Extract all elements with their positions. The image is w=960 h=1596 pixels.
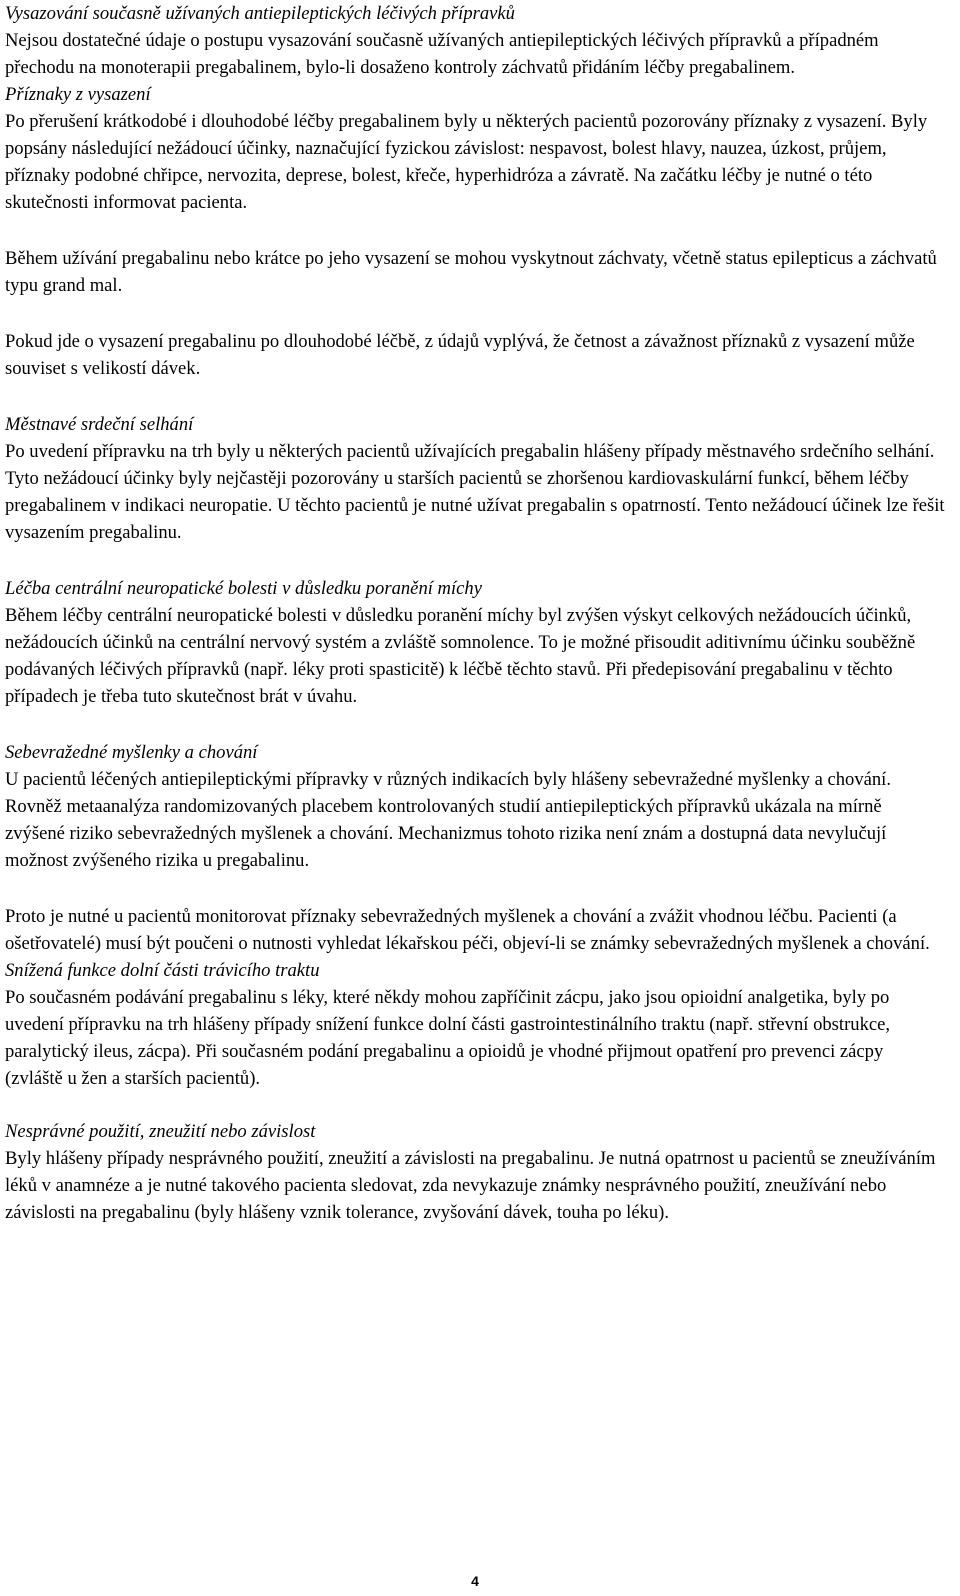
paragraph: Proto je nutné u pacientů monitorovat příznaky sebevražedných myšlenek a chování a zvážit vhodnou léčbu. Pacienti (a ošetřovatelé) musí být poučeni o nutnosti vyhledat lékařskou péči, objeví-li se známky sebevražedných myšlenek a chování. — [5, 906, 930, 954]
section-misuse-abuse-dependence — [5, 1118, 945, 1226]
section-withdrawal-symptoms — [5, 81, 945, 382]
paragraph: U pacientů léčených antiepileptickými přípravky v různých indikacích byly hlášeny sebevražedné myšlenky a chování. Rovněž metaanalýza randomizovaných placebem kontrolovaných studií antiepileptických přípravků ukázala na mírně zvýšené riziko sebevražedných myšlenek a chování. Mechanizmus tohoto rizika není znám a dostupná data nevylučují možnost zvýšeného rizika u pregabalinu. — [5, 769, 891, 871]
section-lower-gi-function — [5, 957, 945, 1092]
document-page — [5, 0, 945, 1226]
section-central-neuropathic-pain — [5, 575, 945, 710]
paragraph: Pokud jde o vysazení pregabalinu po dlouhodobé léčbě, z údajů vyplývá, že četnost a závažnost příznaků z vysazení může souviset s velikostí dávek. — [5, 331, 915, 379]
paragraph: Po současném podávání pregabalinu s léky, které někdy mohou zapříčinit zácpu, jako jsou opioidní analgetika, byly po uvedení přípravku na trh hlášeny případy snížení funkce dolní části gastrointestinálního traktu (např. střevní obstrukce, paralytický ileus, zácpa). Při současném podání pregabalinu a opioidů je vhodné přijmout opatření pro prevenci zácpy (zvláště u žen a starších pacientů). — [5, 987, 891, 1089]
paragraph: Po přerušení krátkodobé i dlouhodobé léčby pregabalinem byly u některých pacientů pozorovány příznaky z vysazení. Byly popsány následující nežádoucí účinky, naznačující fyzickou závislost: nespavost, bolest hlavy, nauzea, úzkost, průjem, příznaky podobné chřipce, nervozita, deprese, bolest, křeče, hyperhidróza a závratě. Na začátku léčby je nutné o této skutečnosti informovat pacienta. — [5, 111, 928, 213]
section-congestive-heart-failure — [5, 411, 945, 546]
paragraph: Po uvedení přípravku na trh byly u některých pacientů užívajících pregabalin hlášeny případy městnavého srdečního selhání. Tyto nežádoucí účinky byly nejčastěji pozorovány u starších pacientů se zhoršenou kardiovaskulární funkcí, během léčby pregabalinem v indikaci neuropatie. U těchto pacientů je nutné užívat pregabalin s opatrností. Tento nežádoucí účinek lze řešit vysazením pregabalinu. — [5, 441, 945, 543]
section-heading: Snížená funkce dolní části trávicího traktu — [5, 960, 320, 981]
section-heading: Vysazování současně užívaných antiepileptických léčivých přípravků — [5, 3, 515, 24]
section-withdrawal-concomitant-antiepileptics — [5, 0, 945, 81]
section-heading: Příznaky z vysazení — [5, 84, 151, 105]
paragraph: Byly hlášeny případy nesprávného použití, zneužití a závislosti na pregabalinu. Je nutná opatrnost u pacientů se zneužíváním léků v anamnéze a je nutné takového pacienta sledovat, zda nevykazuje známky nesprávného použití, zneužívání nebo závislosti na pregabalinu (byly hlášeny vznik tolerance, zvyšování dávek, touha po léku). — [5, 1148, 936, 1223]
paragraph: Během léčby centrální neuropatické bolesti v důsledku poranění míchy byl zvýšen výskyt celkových nežádoucích účinků, nežádoucích účinků na centrální nervový systém a zvláště somnolence. To je možné přisoudit aditivnímu účinku souběžně podávaných léčivých přípravků (např. léky proti spasticitě) k léčbě těchto stavů. Při předepisování pregabalinu v těchto případech je třeba tuto skutečnost brát v úvahu. — [5, 605, 916, 707]
section-heading: Městnavé srdeční selhání — [5, 414, 194, 435]
page-number: 4 — [471, 1573, 479, 1589]
section-heading: Léčba centrální neuropatické bolesti v důsledku poranění míchy — [5, 578, 482, 599]
section-heading: Sebevražedné myšlenky a chování — [5, 742, 258, 763]
paragraph: Během užívání pregabalinu nebo krátce po jeho vysazení se mohou vyskytnout záchvaty, včetně status epilepticus a záchvatů typu grand mal. — [5, 248, 937, 296]
section-heading: Nesprávné použití, zneužití nebo závislost — [5, 1121, 316, 1142]
section-suicidal-ideation — [5, 739, 945, 957]
paragraph: Nejsou dostatečné údaje o postupu vysazování současně užívaných antiepileptických léčivých přípravků a případném přechodu na monoterapii pregabalinem, bylo-li dosaženo kontroly záchvatů přidáním léčby pregabalinem. — [5, 30, 879, 78]
